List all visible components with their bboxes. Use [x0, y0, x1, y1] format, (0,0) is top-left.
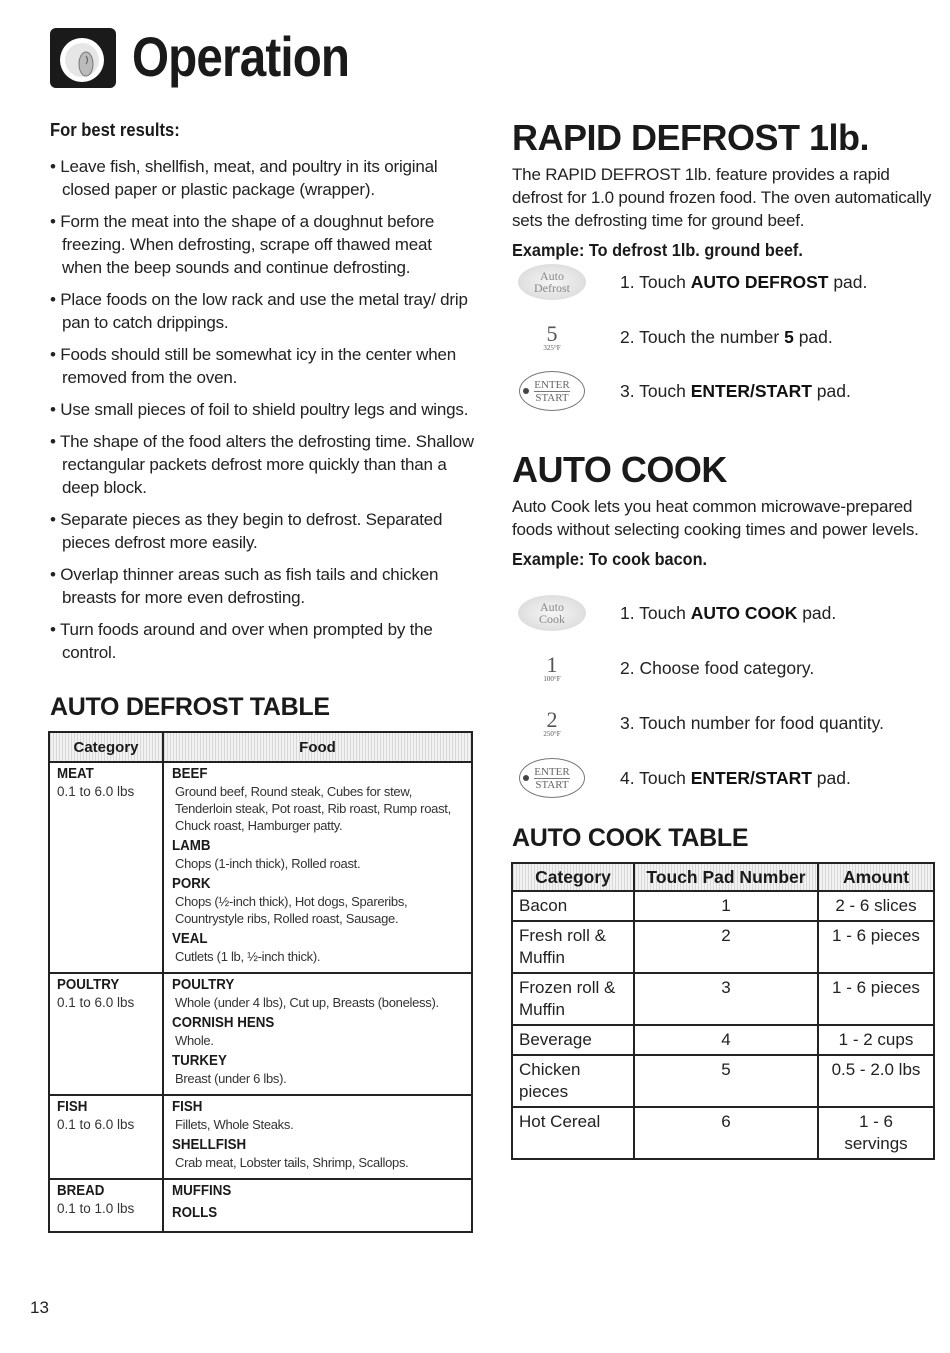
auto-cook-table	[511, 862, 935, 1160]
list-item: • Separate pieces as they begin to defrost. Separated pieces defrost more easily.	[50, 508, 475, 554]
rapid-defrost-description: The RAPID DEFROST 1lb. feature provides a rapid defrost for 1.0 pound frozen food. The oven automatically sets the defrosting time for ground beef.	[512, 165, 932, 230]
step-text-part: pad.	[811, 381, 851, 401]
step-pad-name: 5	[784, 327, 794, 347]
best-results-heading: For best results:	[50, 120, 180, 140]
pad-number-cell: 6	[634, 1107, 818, 1159]
best-results-section	[50, 120, 475, 673]
food-description: Chops (1-inch thick), Rolled roast.	[175, 856, 361, 871]
category-cell: Chicken pieces	[512, 1055, 634, 1107]
pad-label: Auto	[540, 600, 564, 614]
food-description: Whole.	[175, 1033, 214, 1048]
pad-number-cell: 3	[634, 973, 818, 1025]
pad-temp: 325°F	[543, 343, 561, 352]
category-cell: Bacon	[512, 891, 634, 921]
rapid-defrost-step-1	[512, 262, 932, 302]
table-row	[50, 1096, 471, 1180]
list-item: • Overlap thinner areas such as fish tails and chicken breasts for more even defrosting.	[50, 563, 475, 609]
auto-cook-description: Auto Cook lets you heat common microwave-prepared foods without selecting cooking times and power levels.	[512, 497, 919, 539]
food-description: Whole (under 4 lbs), Cut up, Breasts (boneless).	[175, 995, 439, 1010]
food-description: Fillets, Whole Steaks.	[175, 1117, 294, 1132]
table-row	[512, 1107, 934, 1159]
food-name: TURKEY	[172, 1053, 227, 1069]
food-description: Cutlets (1 lb, ½-inch thick).	[175, 949, 321, 964]
page-number: 13	[30, 1298, 49, 1317]
rapid-defrost-section	[512, 117, 932, 404]
food-description: Crab meat, Lobster tails, Shrimp, Scallops.	[175, 1155, 409, 1170]
table-row	[50, 763, 471, 974]
food-name: CORNISH HENS	[172, 1015, 275, 1031]
amount-cell: 1 - 2 cups	[818, 1025, 934, 1055]
column-header-amount: Amount	[818, 863, 934, 891]
step-text-part: pad.	[811, 768, 851, 788]
pad-label: Defrost	[534, 281, 570, 295]
pad-label: Auto	[540, 269, 564, 283]
food-name: FISH	[172, 1099, 203, 1115]
enter-start-pad-icon	[519, 371, 585, 411]
column-header-category: Category	[50, 733, 164, 761]
auto-cook-pad-icon	[518, 595, 586, 631]
list-item: • Form the meat into the shape of a doughnut before freezing. When defrosting, scrape off thawed meat when the beep sounds and continue defrosting.	[50, 210, 475, 279]
pad-label: Cook	[538, 612, 565, 626]
food-name: LAMB	[172, 838, 211, 854]
table-row	[50, 974, 471, 1096]
category-name: FISH	[57, 1099, 88, 1115]
list-item: • Place foods on the low rack and use the metal tray/ drip pan to catch drippings.	[50, 288, 475, 334]
table-header	[50, 733, 471, 763]
table-header	[512, 863, 934, 891]
auto-cook-step-1	[512, 593, 932, 633]
step-text: 2. Choose food category.	[620, 658, 815, 678]
list-item: • The shape of the food alters the defrosting time. Shallow rectangular packets defrost more quickly than than a deep block.	[50, 430, 475, 499]
category-range: 0.1 to 6.0 lbs	[57, 995, 135, 1010]
table-row	[512, 1055, 934, 1107]
list-item: • Foods should still be somewhat icy in the center when removed from the oven.	[50, 343, 475, 389]
pad-number-cell: 5	[634, 1055, 818, 1107]
auto-defrost-pad-icon	[518, 264, 586, 300]
food-name: SHELLFISH	[172, 1137, 247, 1153]
category-range: 0.1 to 6.0 lbs	[57, 784, 135, 799]
pad-label: ENTER	[534, 378, 570, 391]
step-text	[620, 768, 851, 789]
number-2-pad-icon	[543, 706, 561, 738]
step-text-part: 4. Touch	[620, 768, 691, 788]
table-row	[512, 1025, 934, 1055]
pad-label: ENTER	[534, 765, 570, 778]
column-header-touch-pad-number: Touch Pad Number	[634, 863, 818, 891]
category-range: 0.1 to 1.0 lbs	[57, 1201, 135, 1216]
step-text-part: 1. Touch	[620, 603, 691, 623]
food-name: POULTRY	[172, 977, 235, 993]
pad-label: START	[535, 778, 569, 791]
step-text-part: 1. Touch	[620, 272, 691, 292]
category-cell: Hot Cereal	[512, 1107, 634, 1159]
amount-cell: 1 - 6 pieces	[818, 921, 934, 973]
food-description: Chops (½-inch thick), Hot dogs, Spareribs, Countrystyle ribs, Rolled roast, Sausage.	[175, 894, 408, 926]
auto-cook-table-title: AUTO COOK TABLE	[512, 824, 749, 852]
food-description: Breast (under 6 lbs).	[175, 1071, 287, 1086]
pad-number: 2	[546, 706, 558, 732]
category-name: POULTRY	[57, 977, 120, 993]
food-name: BEEF	[172, 766, 208, 782]
step-text: 3. Touch number for food quantity.	[620, 713, 884, 733]
category-name: BREAD	[57, 1183, 105, 1199]
category-cell: Beverage	[512, 1025, 634, 1055]
number-1-pad-icon	[543, 651, 561, 683]
amount-cell: 1 - 6 pieces	[818, 973, 934, 1025]
auto-defrost-table	[48, 731, 473, 1233]
step-pad-name: AUTO DEFROST	[690, 272, 829, 292]
step-text	[620, 381, 851, 402]
auto-cook-section	[512, 449, 932, 791]
step-text-part: pad.	[797, 603, 837, 623]
auto-cook-title: AUTO COOK	[512, 449, 727, 490]
step-pad-name: AUTO COOK	[690, 603, 798, 623]
rapid-defrost-example: Example: To defrost 1lb. ground beef.	[512, 240, 803, 260]
pad-number-cell: 4	[634, 1025, 818, 1055]
auto-cook-step-3	[512, 703, 932, 743]
pad-number: 1	[546, 651, 558, 677]
auto-cook-step-4	[512, 758, 932, 798]
pad-label: START	[535, 391, 569, 404]
step-pad-name: ENTER/START	[690, 768, 812, 788]
step-pad-name: ENTER/START	[690, 381, 812, 401]
table-row	[50, 1180, 471, 1231]
auto-cook-example: Example: To cook bacon.	[512, 549, 708, 569]
rapid-defrost-step-2	[512, 317, 932, 357]
category-range: 0.1 to 6.0 lbs	[57, 1117, 135, 1132]
step-text-part: 3. Touch	[620, 381, 691, 401]
step-text	[620, 603, 836, 624]
category-cell: Frozen roll & Muffin	[512, 973, 634, 1025]
food-name: VEAL	[172, 931, 208, 947]
food-description: Ground beef, Round steak, Cubes for stew, Tenderloin steak, Pot roast, Rib roast, Rump roast, Chuck roast, Hamburger patty.	[175, 784, 451, 833]
auto-cook-step-2	[512, 648, 932, 688]
list-item: • Use small pieces of foil to shield poultry legs and wings.	[50, 398, 475, 421]
step-text-part: pad.	[793, 327, 833, 347]
food-name: PORK	[172, 876, 211, 892]
microwave-clock-icon	[48, 22, 118, 92]
pad-temp: 100°F	[543, 674, 561, 683]
page-title: Operation	[132, 25, 350, 88]
column-header-food: Food	[164, 733, 471, 761]
auto-defrost-table-title: AUTO DEFROST TABLE	[50, 693, 330, 721]
list-item: • Leave fish, shellfish, meat, and poultry in its original closed paper or plastic package (wrapper).	[50, 155, 475, 201]
category-cell: Fresh roll & Muffin	[512, 921, 634, 973]
amount-cell: 2 - 6 slices	[818, 891, 934, 921]
table-row	[512, 891, 934, 921]
tips-list	[50, 155, 475, 664]
column-header-category: Category	[512, 863, 634, 891]
amount-cell: 1 - 6 servings	[818, 1107, 934, 1159]
pad-temp: 250°F	[543, 729, 561, 738]
number-5-pad-icon	[543, 320, 561, 352]
step-text	[620, 272, 867, 293]
enter-start-pad-icon	[519, 758, 585, 798]
step-text-part: pad.	[828, 272, 868, 292]
table-row	[512, 973, 934, 1025]
table-row	[512, 921, 934, 973]
rapid-defrost-step-3	[512, 371, 932, 411]
page-header	[48, 22, 387, 92]
food-name: ROLLS	[172, 1205, 218, 1221]
list-item: • Turn foods around and over when prompted by the control.	[50, 618, 475, 664]
category-name: MEAT	[57, 766, 94, 782]
pad-number: 5	[546, 320, 558, 346]
step-text	[620, 327, 833, 348]
rapid-defrost-title: RAPID DEFROST 1lb.	[512, 117, 870, 158]
amount-cell: 0.5 - 2.0 lbs	[818, 1055, 934, 1107]
pad-number-cell: 1	[634, 891, 818, 921]
food-name: MUFFINS	[172, 1183, 232, 1199]
step-text-part: 2. Touch the number	[620, 327, 785, 347]
pad-number-cell: 2	[634, 921, 818, 973]
